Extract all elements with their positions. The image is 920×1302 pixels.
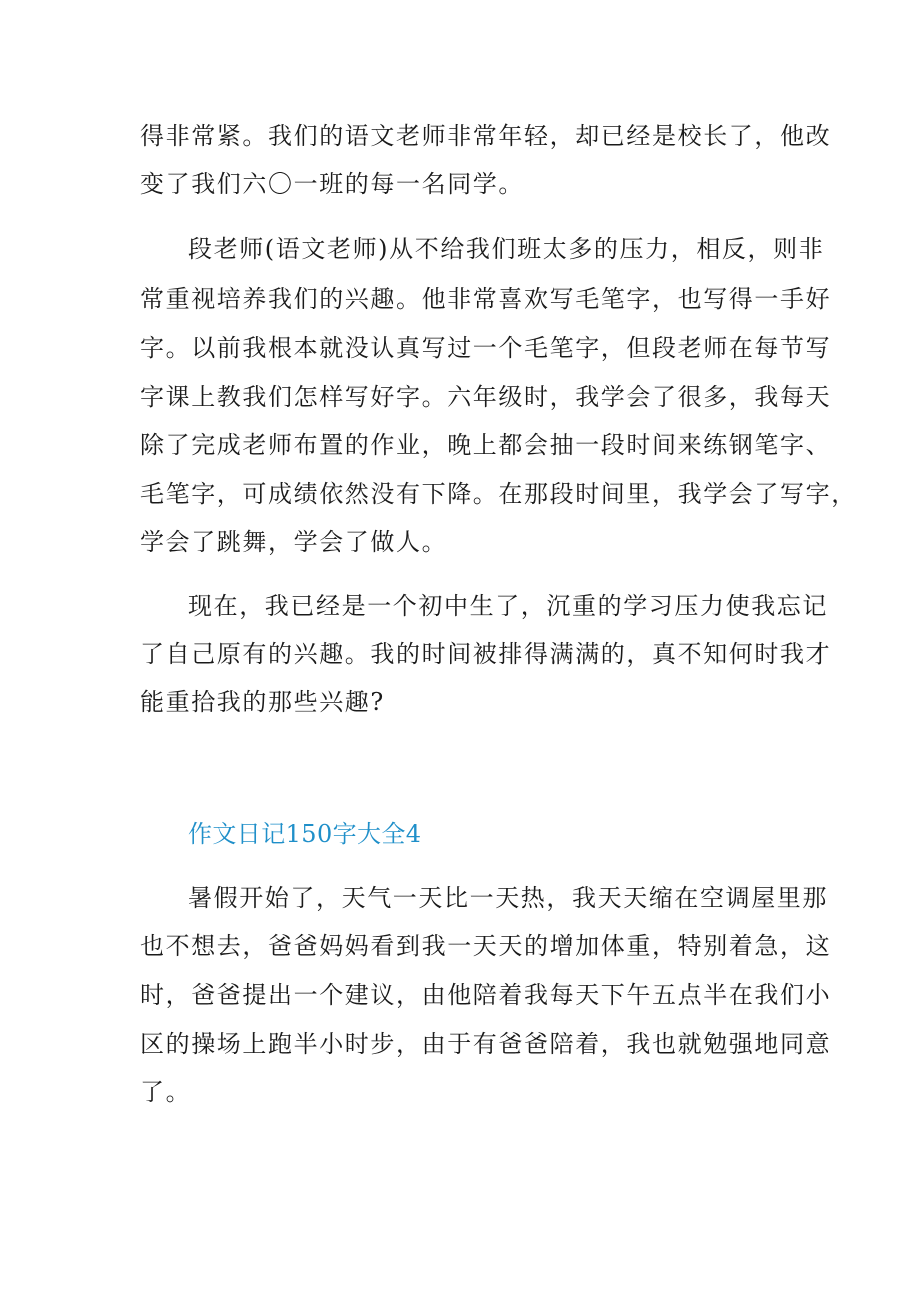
paragraph-2-line-4: 字课上教我们怎样写好字。六年级时，我学会了很多，我每天 (140, 383, 832, 411)
paragraph-1-line-2: 变了我们六〇一班的每一名同学。 (140, 170, 524, 198)
section-paragraph-line-5: 了。 (140, 1078, 192, 1106)
paragraph-3-line-2: 了自己原有的兴趣。我的时间被排得满满的，真不知何时我才 (140, 640, 832, 668)
paragraph-3-line-1: 现在，我已经是一个初中生了，沉重的学习压力使我忘记 (188, 592, 828, 620)
section-paragraph-line-4: 区的操场上跑半小时步，由于有爸爸陪着，我也就勉强地同意 (140, 1030, 832, 1058)
paragraph-1-line-1: 得非常紧。我们的语文老师非常年轻，却已经是校长了，他改 (140, 122, 832, 150)
paragraph-3-line-3: 能重拾我的那些兴趣? (140, 688, 385, 716)
paragraph-2-line-2: 常重视培养我们的兴趣。他非常喜欢写毛笔字，也写得一手好 (140, 285, 832, 313)
section-paragraph-line-3: 时，爸爸提出一个建议，由他陪着我每天下午五点半在我们小 (140, 981, 832, 1009)
section-paragraph-line-1: 暑假开始了，天气一天比一天热，我天天缩在空调屋里那 (188, 884, 828, 912)
paragraph-2-line-7: 学会了跳舞，学会了做人。 (140, 528, 448, 556)
paragraph-2-line-3: 字。以前我根本就没认真写过一个毛笔字，但段老师在每节写 (140, 334, 832, 362)
paragraph-2-line-1: 段老师(语文老师)从不给我们班太多的压力，相反，则非 (188, 235, 825, 263)
paragraph-2-line-5: 除了完成老师布置的作业，晚上都会抽一段时间来练钢笔字、 (140, 431, 832, 459)
paragraph-2-line-6: 毛笔字，可成绩依然没有下降。在那段时间里，我学会了写字， (140, 480, 857, 508)
section-paragraph-line-2: 也不想去，爸爸妈妈看到我一天天的增加体重，特别着急，这 (140, 932, 832, 960)
section-heading: 作文日记150字大全4 (188, 820, 422, 848)
